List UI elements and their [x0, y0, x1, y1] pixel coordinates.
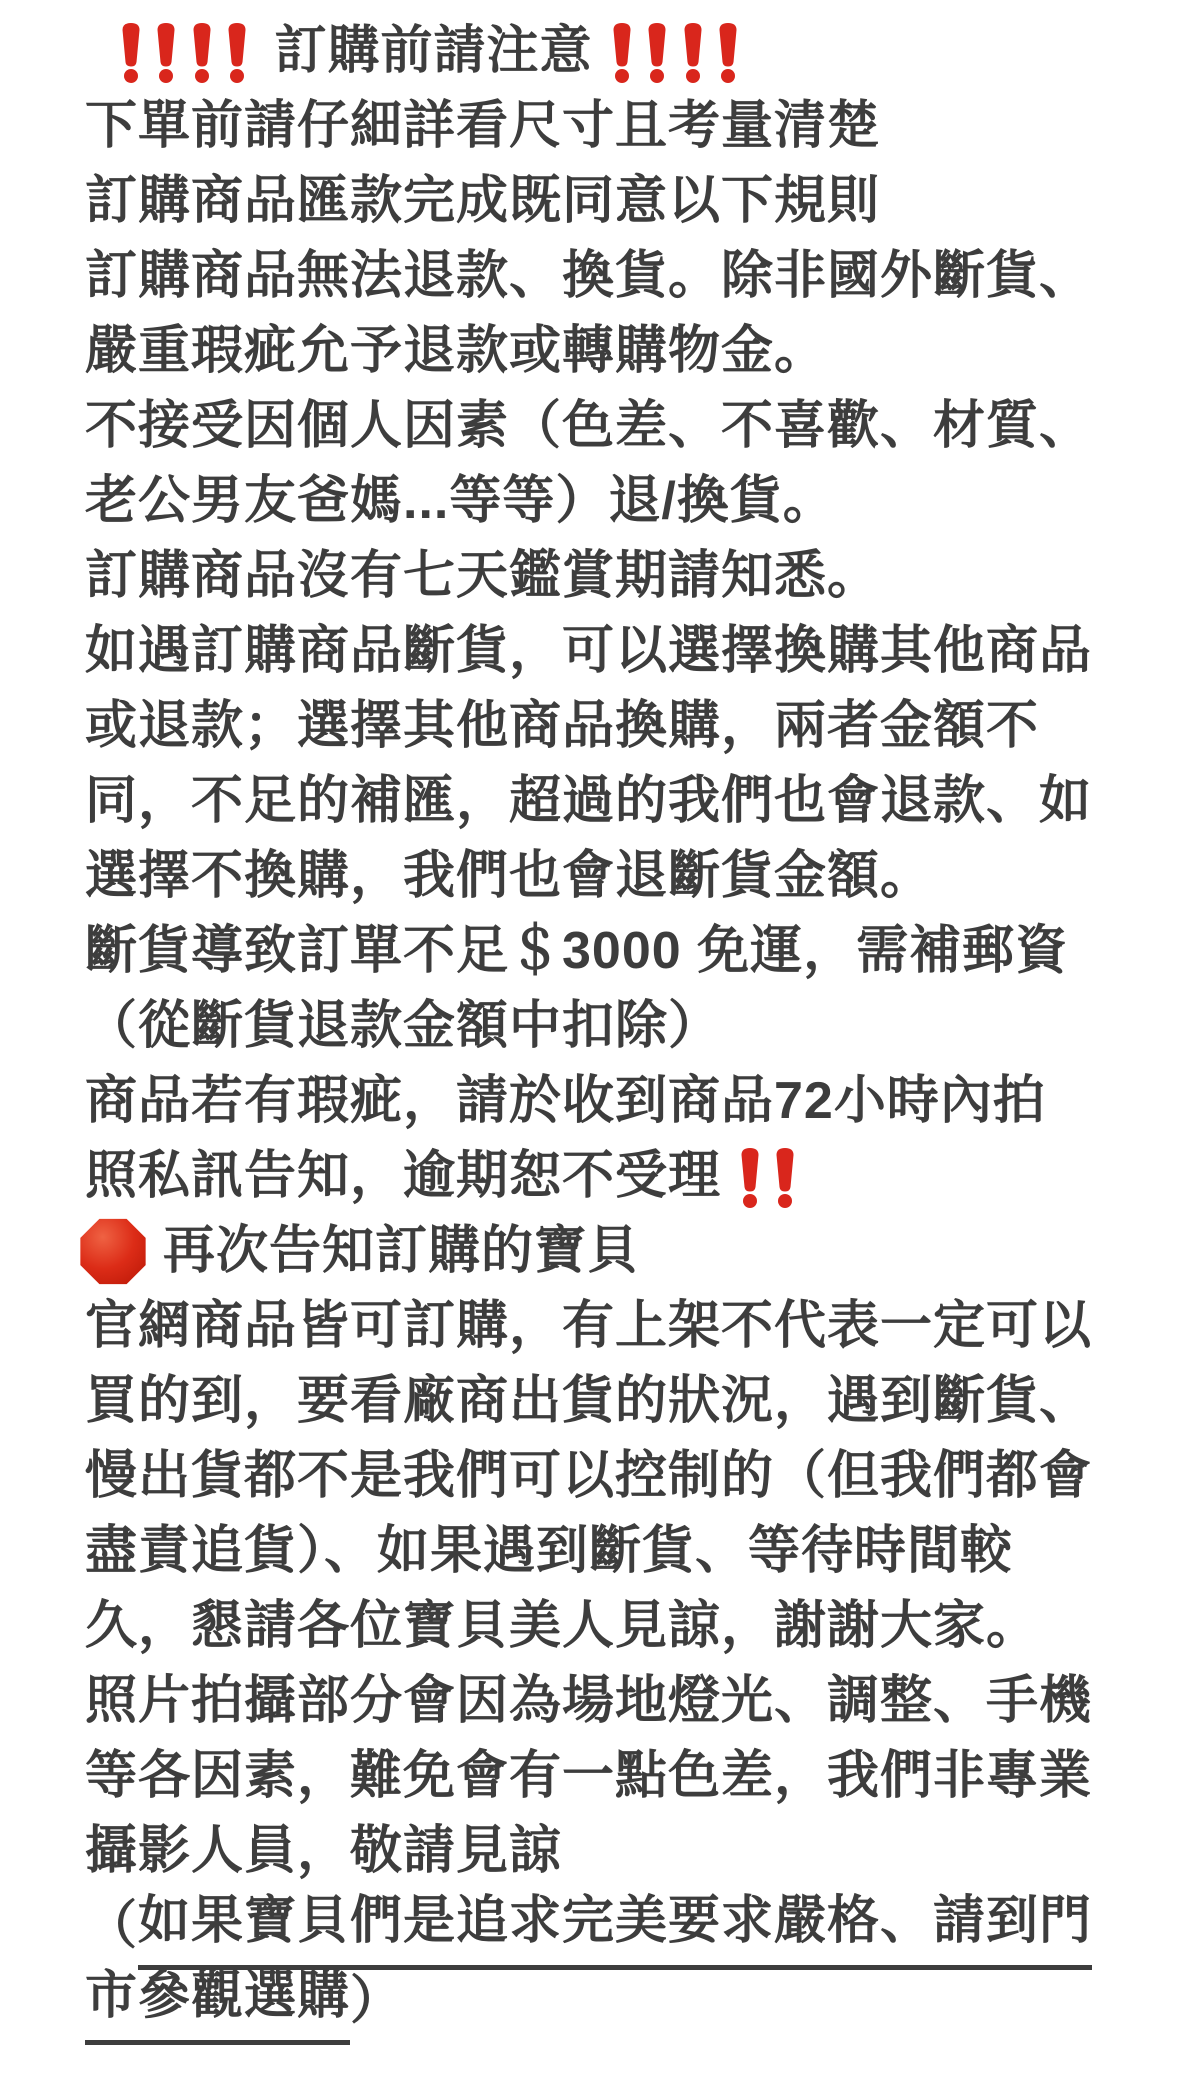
text-run: 訂購前請注意 — [259, 22, 608, 80]
text-run: 攝影人員，敬請見諒 — [85, 1822, 563, 1880]
text-line — [85, 764, 1160, 839]
text-run: 買的到，要看廠商出貨的狀況，遇到斷貨、 — [85, 1372, 1093, 1430]
double-exclamation-icon — [119, 21, 179, 83]
text-run: 照私訊告知，逾期恕不受理 — [85, 1147, 737, 1205]
text-line — [85, 1589, 1160, 1664]
text-line — [85, 1664, 1160, 1739]
text-run: 盡責追貨）、如果遇到斷貨、等待時間較 — [85, 1522, 1014, 1580]
text-run: 慢出貨都不是我們可以控制的（但我們都會 — [85, 1447, 1093, 1505]
text-line — [85, 14, 1160, 89]
notice-text — [85, 14, 1160, 2039]
text-line — [85, 1364, 1160, 1439]
text-run: 不接受因個人因素（色差、不喜歡、材質、 — [85, 397, 1093, 455]
text-run: 再次告知訂購的寶貝 — [163, 1222, 641, 1280]
text-line — [85, 689, 1160, 764]
double-exclamation-icon — [190, 21, 250, 83]
text-line — [85, 314, 1160, 389]
text-run: 訂購商品沒有七天鑑賞期請知悉。 — [85, 547, 881, 605]
text-line — [85, 1514, 1160, 1589]
text-line — [85, 1889, 1160, 1964]
text-run: 如遇訂購商品斷貨，可以選擇換購其他商品 — [85, 622, 1093, 680]
text-line — [85, 989, 1160, 1064]
text-line — [85, 1214, 1160, 1289]
text-run: 嚴重瑕疵允予退款或轉購物金。 — [85, 322, 828, 380]
text-run: 同，不足的補匯，超過的我們也會退款、如 — [85, 772, 1093, 830]
text-line — [85, 389, 1160, 464]
text-run: （從斷貨退款金額中扣除） — [85, 997, 722, 1055]
text-line — [85, 1139, 1160, 1214]
double-exclamation-icon — [610, 21, 670, 83]
text-line — [85, 914, 1160, 989]
text-run: 老公男友爸媽...等等）退/換貨。 — [85, 472, 836, 530]
text-run: ） — [350, 1972, 404, 2030]
stop-sign-icon — [79, 1218, 147, 1286]
text-line — [85, 539, 1160, 614]
text-run: 照片拍攝部分會因為場地燈光、調整、手機 — [85, 1672, 1093, 1730]
text-run: 久，懇請各位寶貝美人見諒，謝謝大家。 — [85, 1597, 1040, 1655]
text-line — [85, 839, 1160, 914]
text-run: 或退款；選擇其他商品換購，兩者金額不 — [85, 697, 1040, 755]
text-run: （ — [85, 1897, 139, 1955]
double-exclamation-icon — [681, 21, 741, 83]
underlined-text: 如果寶貝們是追求完美要求嚴格、請到門 — [138, 1884, 1092, 1970]
text-line — [85, 1964, 1160, 2039]
text-run: 訂購商品無法退款、換貨。除非國外斷貨、 — [85, 247, 1093, 305]
text-run: 斷貨導致訂單不足＄3000 免運，需補郵資 — [85, 922, 1069, 980]
text-line — [85, 1289, 1160, 1364]
text-line — [85, 1739, 1160, 1814]
text-line — [85, 164, 1160, 239]
text-line — [85, 464, 1160, 539]
text-line — [85, 614, 1160, 689]
text-run: 下單前請仔細詳看尺寸且考量清楚 — [85, 97, 881, 155]
text-line — [85, 1814, 1160, 1889]
text-run: 等各因素，難免會有一點色差，我們非專業 — [85, 1747, 1093, 1805]
text-line — [85, 1064, 1160, 1139]
text-line — [85, 89, 1160, 164]
text-run: 官網商品皆可訂購，有上架不代表一定可以 — [85, 1297, 1093, 1355]
double-exclamation-icon — [738, 1146, 798, 1208]
text-line — [85, 1439, 1160, 1514]
text-run: 訂購商品匯款完成既同意以下規則 — [85, 172, 881, 230]
text-run: 商品若有瑕疵，請於收到商品72小時內拍 — [85, 1072, 1046, 1130]
underlined-text: 市參觀選購 — [85, 1959, 350, 2045]
text-line — [85, 239, 1160, 314]
text-run: 選擇不換購，我們也會退斷貨金額。 — [85, 847, 934, 905]
